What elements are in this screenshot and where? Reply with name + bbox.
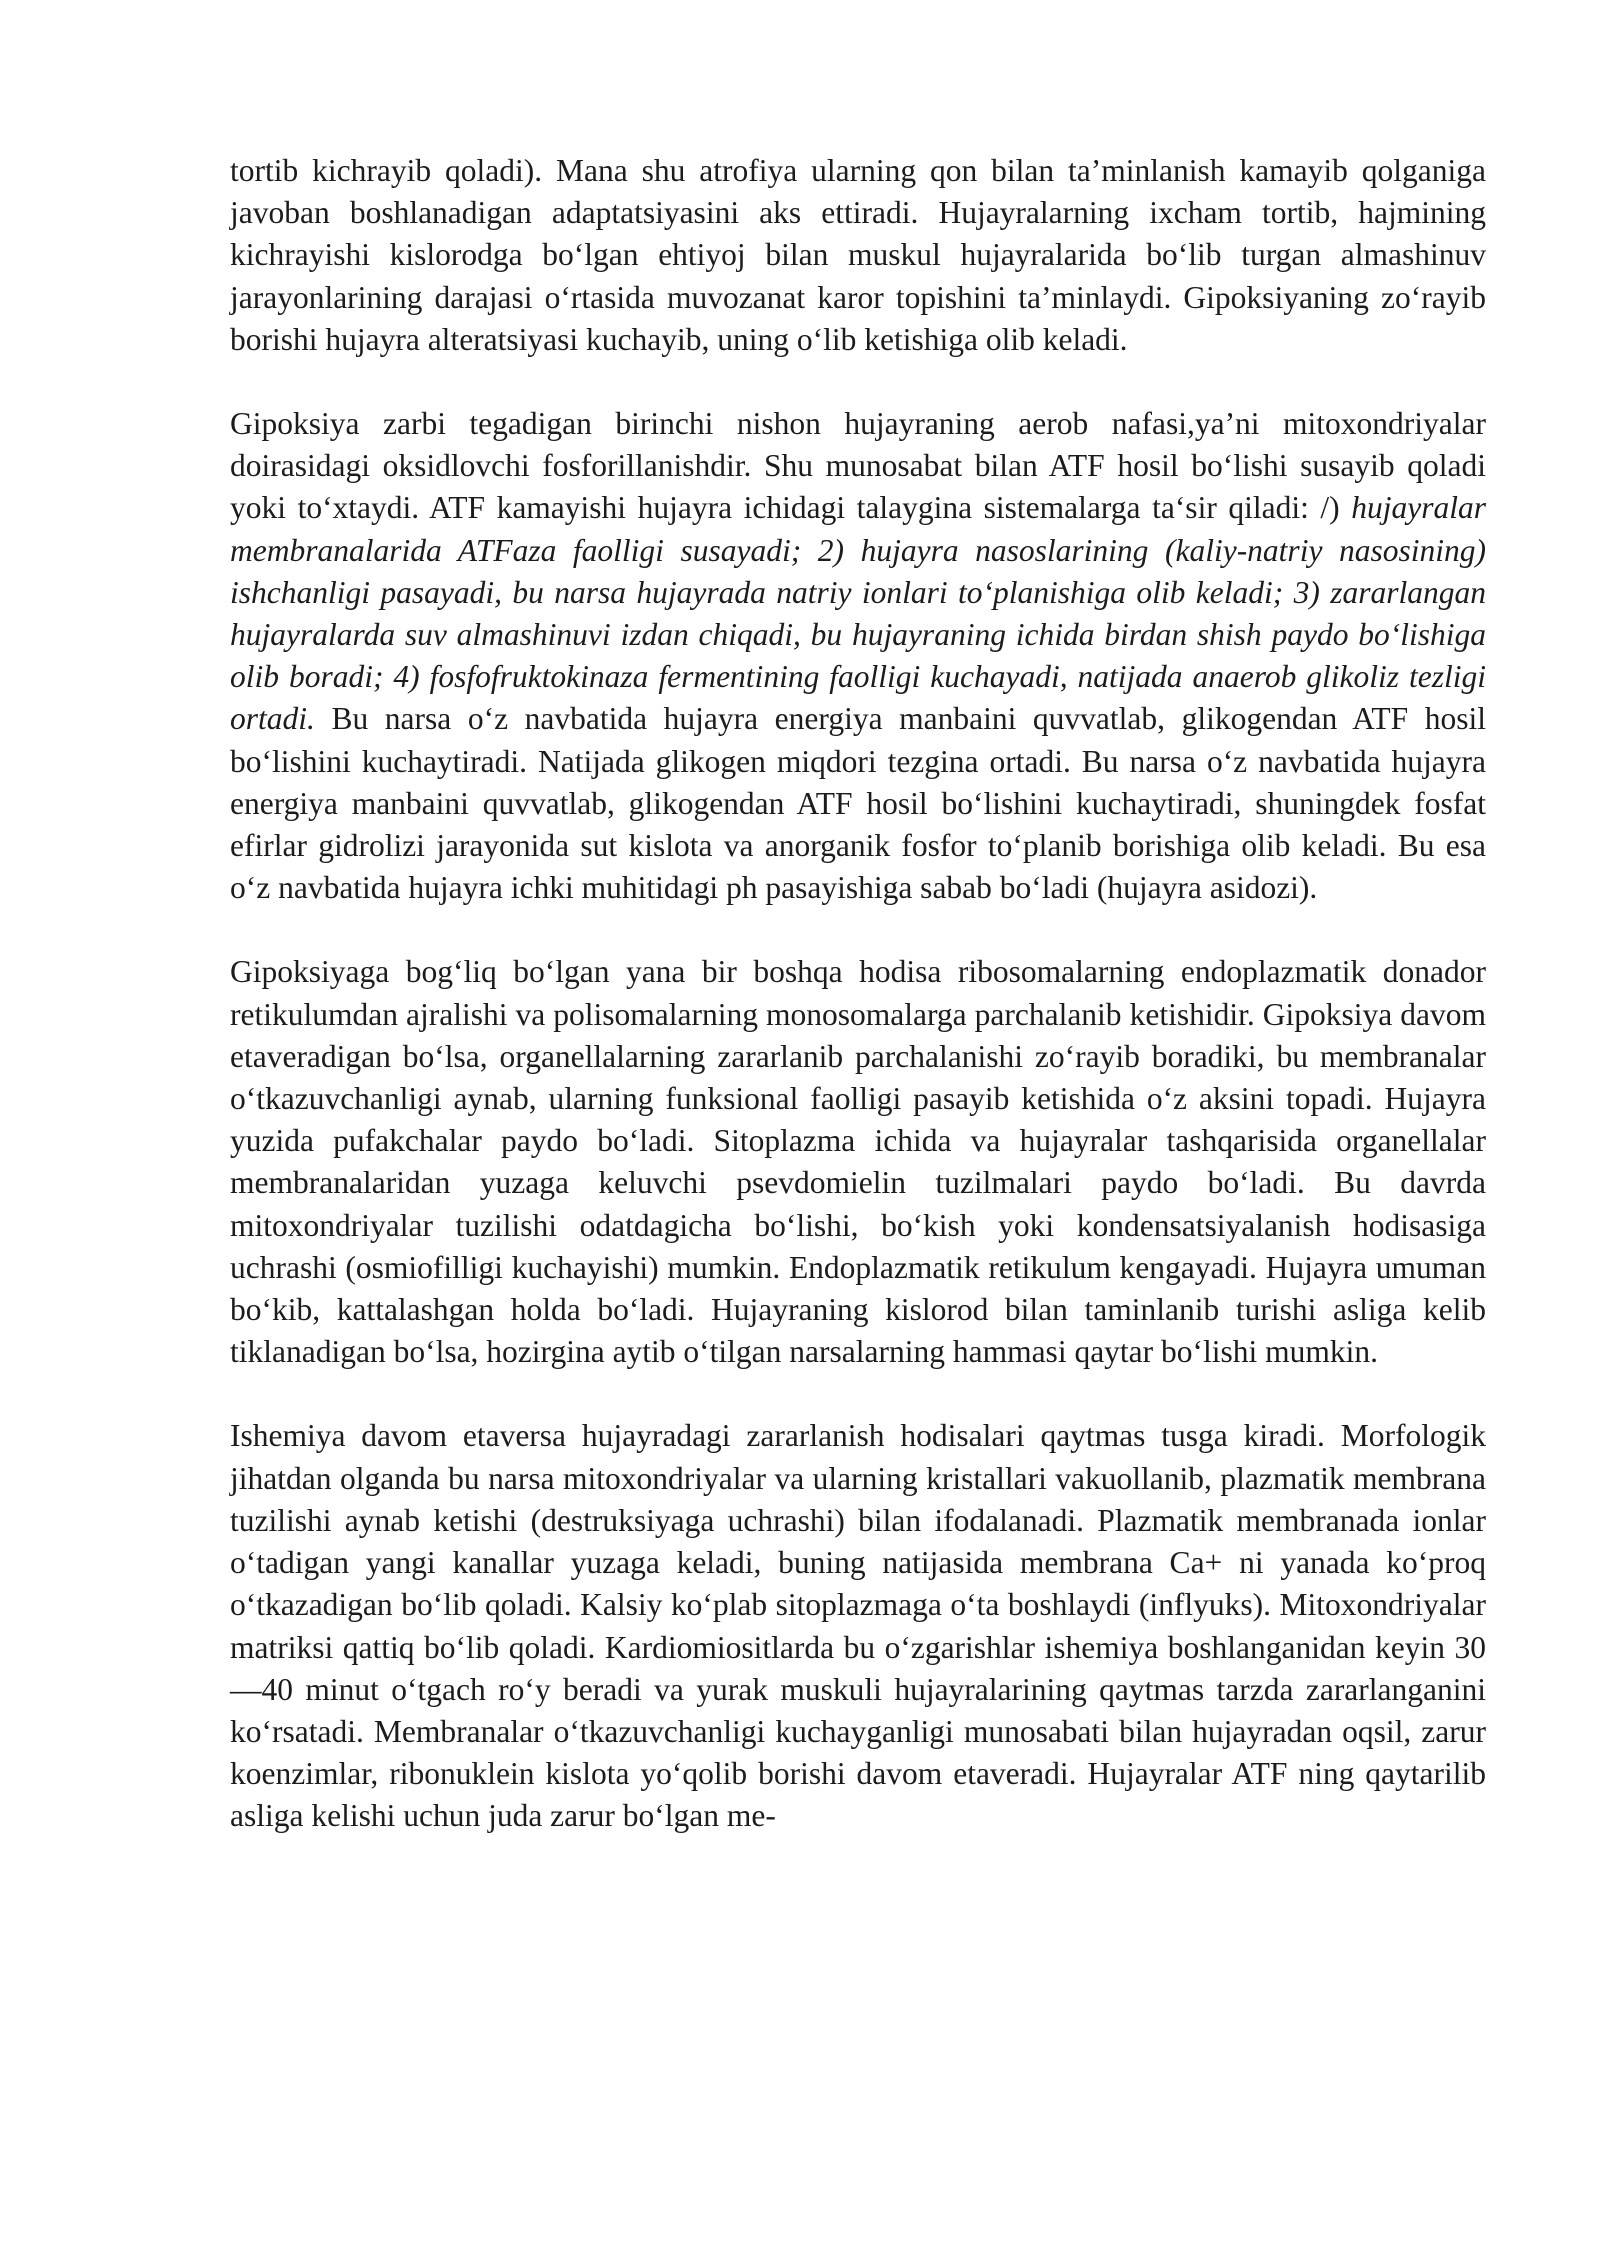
paragraph-1: tortib kichrayib qoladi). Mana shu atrofiya ularning qon bilan taʼminlanish kamayib qolganiga javoban boshlanadigan adaptatsiyasini aks ettiradi. Hujayralarning ixcham tortib, hajmining kichrayishi kislorodga boʻlgan ehtiyoj bilan muskul hujayralarida boʻlib turgan almashinuv jarayonlarining darajasi oʻrtasida muvozanat karor topishini taʼminlaydi. Gipoksiyaning zoʻrayib borishi hujayra alteratsiyasi kuchayib, uning oʻlib ketishiga olib keladi. [230, 153, 1486, 357]
paragraph-2-intro: Gipoksiya zarbi tegadigan birinchi nishon hujayraning aerob nafasi,yaʼni mitoxondriyalar doirasidagi oksidlovchi fosforillanishdir. Shu munosabat bilan ATF hosil boʻlishi susayib qoladi yoki toʻxtaydi. ATF kamayishi hujayra ichidagi talaygina sistemalarga taʻsir qiladi: /) [230, 406, 1486, 526]
paragraph-2-italic-list: hujayralar membranalarida ATFaza faolligi susayadi; 2) hujayra nasoslarining (kaliy-natriy nasosining) ishchanligi pasayadi, bu narsa hujayrada natriy ionlari toʻplanishiga olib keladi; 3) zararlangan hujayralarda suv almashinuvi izdan chiqadi, bu hujayraning ichida birdan shish paydo boʻlishiga olib boradi; 4) fosfofruktokinaza fermentining faolligi kuchayadi, natijada anaerob glikoliz tezligi ortadi. [230, 490, 1486, 737]
paragraph-4: Ishemiya davom etaversa hujayradagi zararlanish hodisalari qaytmas tusga kiradi. Morfologik jihatdan olganda bu narsa mitoxondriyalar va ularning kristallari vakuollanib, plazmatik membrana tuzilishi aynab ketishi (destruksiyaga uchrashi) bilan ifodalanadi. Plazmatik membranada ionlar oʻtadigan yangi kanallar yuzaga keladi, buning natijasida membrana Ca+ ni yanada koʻproq oʻtkazadigan boʻlib qoladi. Kalsiy koʻplab sitoplazmaga oʻta boshlaydi (inflyuks). Mitoxondriyalar matriksi qattiq boʻlib qoladi. Kardiomiositlarda bu oʻzgarishlar ishemiya boshlanganidan keyin 30—40 minut oʻtgach roʻy beradi va yurak muskuli hujayralarining qaytmas tarzda zararlanganini koʻrsatadi. Membranalar oʻtkazuvchanligi kuchayganligi munosabati bilan hujayradan oqsil, zarur koenzimlar, ribonuklein kislota yoʻqolib borishi davom etaveradi. Hujayralar ATF ning qaytarilib asliga kelishi uchun juda zarur boʻlgan me- [230, 1418, 1486, 1834]
paragraph-2 [230, 403, 1486, 909]
paragraph-3: Gipoksiyaga bogʻliq boʻlgan yana bir boshqa hodisa ribosomalarning endoplazmatik donador retikulumdan ajralishi va polisomalarning monosomalarga parchalanib ketishidir. Gipoksiya davom etaveradigan boʻlsa, organellalarning zararlanib parchalanishi zoʻrayib boradiki, bu membranalar oʻtkazuvchanligi aynab, ularning funksional faolligi pasayib ketishida oʻz aksini topadi. Hujayra yuzida pufakchalar paydo boʻladi. Sitoplazma ichida va hujayralar tashqarisida organellalar membranalaridan yuzaga keluvchi psevdomielin tuzilmalari paydo boʻladi. Bu davrda mitoxondriyalar tuzilishi odatdagicha boʻlishi, boʻkish yoki kondensatsiyalanish hodisasiga uchrashi (osmiofilligi kuchayishi) mumkin. Endoplazmatik retikulum kengayadi. Hujayra umuman boʻkib, kattalashgan holda boʻladi. Hujayraning kislorod bilan taminlanib turishi asliga kelib tiklanadigan boʻlsa, hozirgina aytib oʻtilgan narsalarning hammasi qaytar boʻlishi mumkin. [230, 954, 1486, 1370]
paragraph-2-conclusion: Bu narsa oʻz navbatida hujayra energiya manbaini quvvatlab, glikogendan ATF hosil boʻlishini kuchaytiradi. Natijada glikogen miqdori tezgina ortadi. Bu narsa oʻz navbatida hujayra energiya manbaini quvvatlab, glikogendan ATF hosil boʻlishini kuchaytiradi, shuningdek fosfat efirlar gidrolizi jarayonida sut kislota va anorganik fosfor toʻplanib borishiga olib keladi. Bu esa oʻz navbatida hujayra ichki muhitidagi ph pasayishiga sabab boʻladi (hujayra asidozi). [230, 701, 1486, 906]
document-page [230, 150, 1486, 1838]
